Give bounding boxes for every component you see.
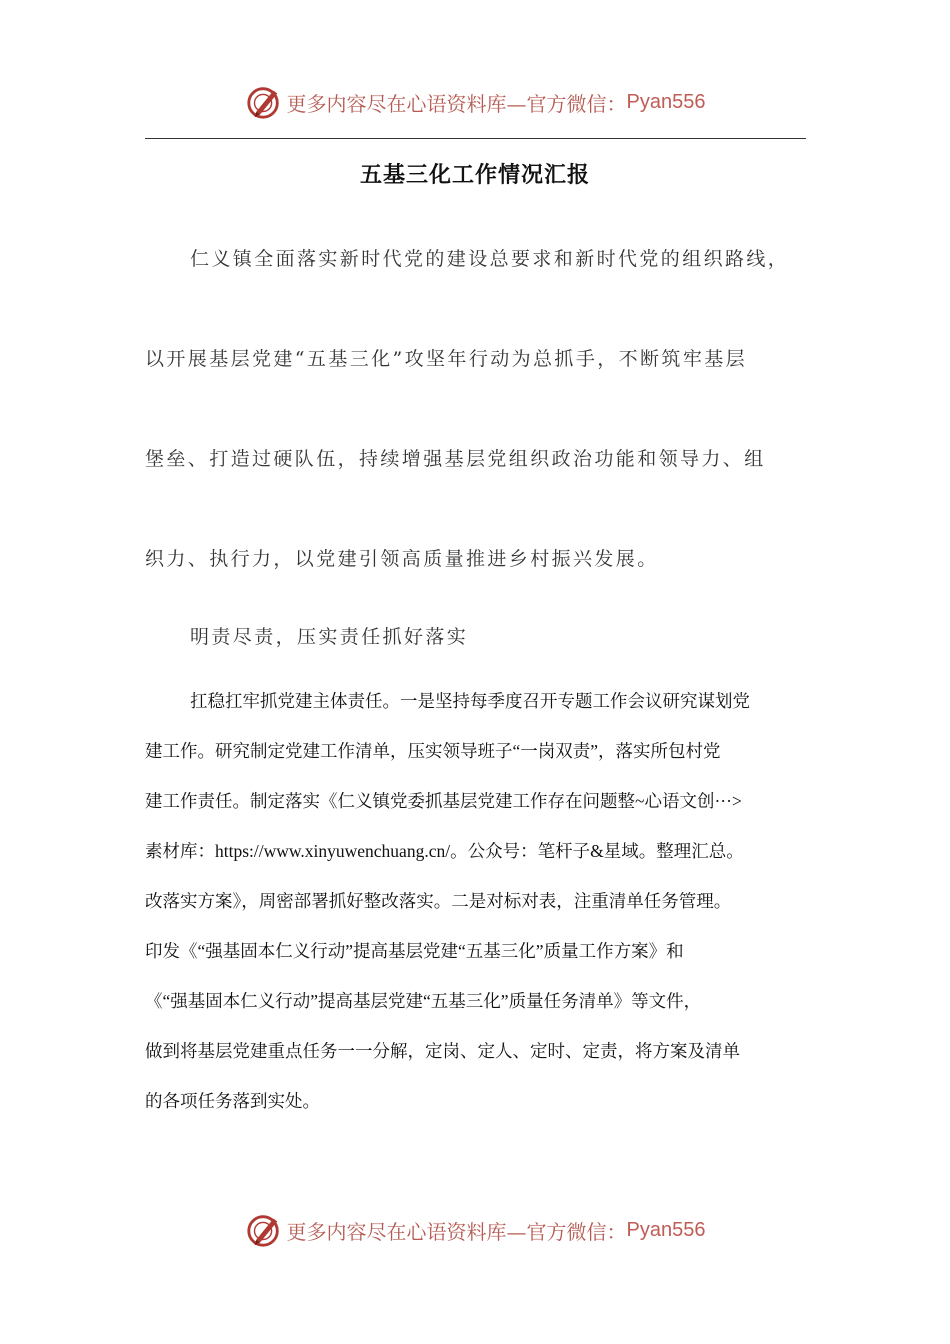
body-line: 做到将基层党建重点任务一一分解，定岗、定人、定时、定责，将方案及清单 — [145, 1041, 740, 1061]
body-line: 印发《“强基固本仁义行动”提高基层党建“五基三化”质量工作方案》和 — [145, 941, 684, 961]
body-line: 改落实方案》，周密部署抓好整改落实。二是对标对表，注重清单任务管理。 — [145, 891, 732, 911]
document-title: 五基三化工作情况汇报 — [359, 163, 590, 188]
body-line: 《“强基固本仁义行动”提高基层党建“五基三化”质量任务清单》等文件， — [145, 991, 702, 1011]
footer-banner — [0, 1208, 950, 1252]
section-heading: 明责尽责，压实责任抓好落实 — [190, 626, 469, 648]
header-divider — [145, 138, 806, 139]
body-line: 素材库：https://www.xinyuwenchuang.cn/。公众号：笔杆子&星域。整理汇总。 — [145, 841, 744, 861]
banner-wechat-id: Pyan556 — [626, 1218, 706, 1241]
banner-text: 更多内容尽在心语资料库—官方微信： — [286, 1219, 627, 1244]
intro-line: 以开展基层党建“五基三化”攻坚年行动为总抓手，不断筑牢基层 — [145, 348, 748, 370]
intro-line: 织力、执行力，以党建引领高质量推进乡村振兴发展。 — [145, 548, 659, 570]
body-line: 扛稳扛牢抓党建主体责任。一是坚持每季度召开专题工作会议研究谋划党 — [190, 691, 750, 711]
banner-wechat-id: Pyan556 — [626, 90, 706, 113]
intro-line: 堡垒、打造过硬队伍，持续增强基层党组织政治功能和领导力、组 — [145, 448, 766, 470]
pen-logo-icon — [245, 1211, 283, 1249]
header-banner — [0, 80, 950, 124]
banner-text: 更多内容尽在心语资料库—官方微信： — [286, 91, 627, 116]
body-line: 建工作责任。制定落实《仁义镇党委抓基层党建工作存在问题整~心语文创···> — [145, 791, 742, 811]
intro-line: 仁义镇全面落实新时代党的建设总要求和新时代党的组织路线， — [190, 248, 790, 270]
body-line: 的各项任务落到实处。 — [145, 1091, 320, 1111]
pen-logo-icon — [245, 83, 283, 121]
body-line: 建工作。研究制定党建工作清单，压实领导班子“一岗双责”，落实所包村党 — [145, 741, 721, 761]
